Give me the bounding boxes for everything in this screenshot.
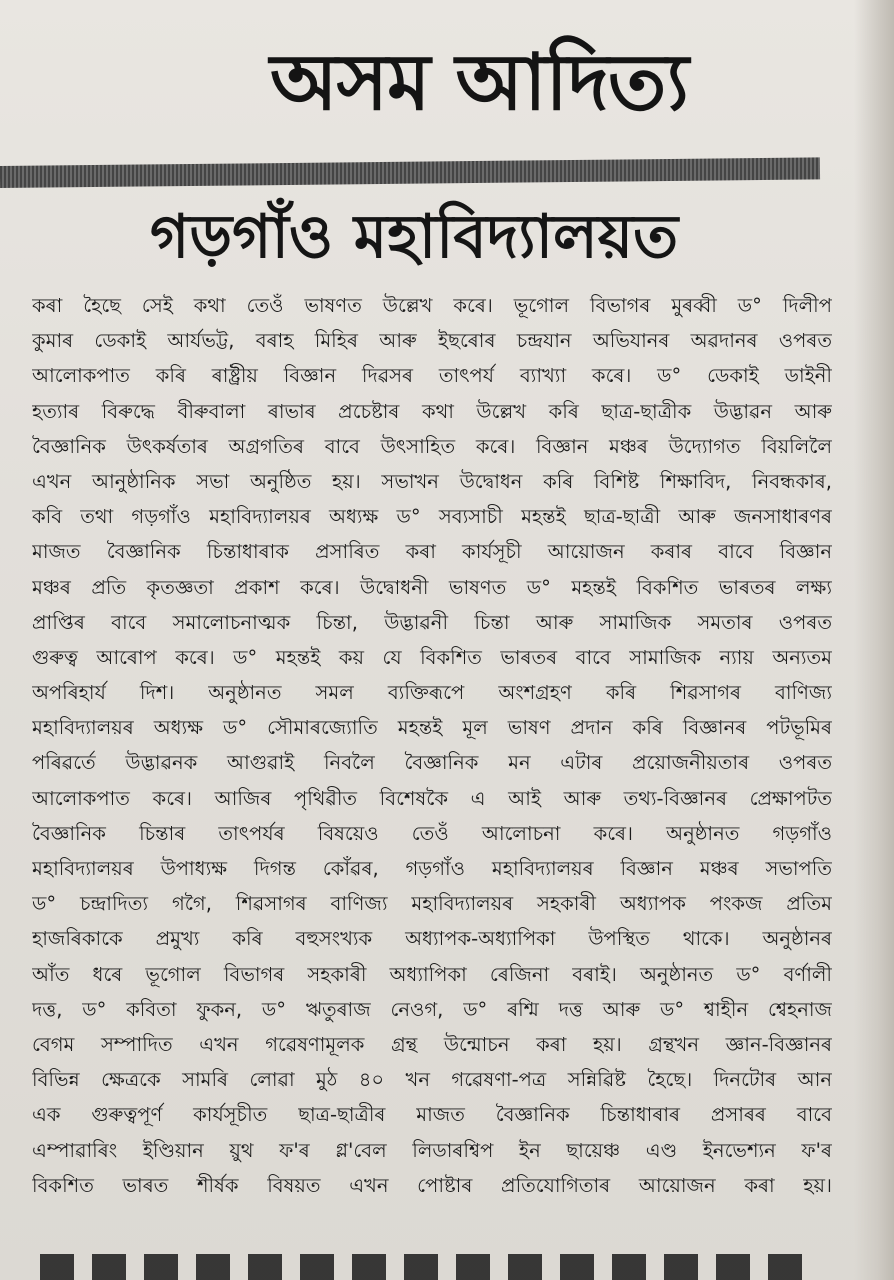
article-line: এখন আনুষ্ঠানিক সভা অনুষ্ঠিত হয়। সভাখন উদ্বোধন কৰি বিশিষ্ট শিক্ষাবিদ, নিবন্ধকাৰ,	[32, 469, 832, 493]
article-line: এক গুৰুত্বপূৰ্ণ কাৰ্যসূচীত ছাত্ৰ-ছাত্ৰীৰ মাজত বৈজ্ঞানিক চিন্তাধাৰাৰ প্ৰসাৰৰ বাবে	[32, 1103, 832, 1127]
article-line: আলোকপাত কৰি ৰাষ্ট্ৰীয় বিজ্ঞান দিৱসৰ তাৎপৰ্য ব্যাখ্যা কৰে। ড° ডেকাই ডাইনী	[32, 364, 832, 388]
article-line: বৈজ্ঞানিক চিন্তাৰ তাৎপৰ্যৰ বিষয়েও তেওঁ আলোচনা কৰে। অনুষ্ঠানত গড়গাঁও	[32, 821, 832, 845]
article-line: মঞ্চৰ প্ৰতি কৃতজ্ঞতা প্ৰকাশ কৰে। উদ্বোধনী ভাষণত ড° মহন্তই বিকশিত ভাৰতৰ লক্ষ্য	[32, 575, 832, 599]
article-line: বেগম সম্পাদিত এখন গৱেষণামূলক গ্ৰন্থ উন্মোচন কৰা হয়। গ্ৰন্থখন জ্ঞান-বিজ্ঞানৰ	[32, 1032, 832, 1056]
cut-off-next-headline	[40, 1254, 820, 1280]
article-body	[32, 288, 832, 1203]
article-line: প্ৰাপ্তিৰ বাবে সমালোচনাত্মক চিন্তা, উদ্ভাৱনী চিন্তা আৰু সামাজিক সমতাৰ ওপৰত	[32, 610, 832, 634]
article-line: অপৰিহাৰ্য দিশ। অনুষ্ঠানত সমল ব্যক্তিৰূপে অংশগ্ৰহণ কৰি শিৱসাগৰ বাণিজ্য	[32, 681, 832, 705]
article-line: দত্ত, ড° কবিতা ফুকন, ড° ঋতুৰাজ নেওগ, ড° ৰশ্মি দত্ত আৰু ড° শ্বাহীন শ্বেহনাজ	[32, 997, 832, 1021]
article-line: বৈজ্ঞানিক উৎকৰ্ষতাৰ অগ্ৰগতিৰ বাবে উৎসাহিত কৰে। বিজ্ঞান মঞ্চৰ উদ্যোগত বিয়লিলৈ	[32, 434, 832, 458]
article-line: মহাবিদ্যালয়ৰ উপাধ্যক্ষ দিগন্ত কোঁৱৰ, গড়গাঁও মহাবিদ্যালয়ৰ বিজ্ঞান মঞ্চৰ সভাপতি	[32, 857, 832, 880]
masthead-rule	[0, 157, 820, 188]
article-line: বিকশিত ভাৰত শীৰ্ষক বিষয়ত এখন পোষ্টাৰ প্ৰতিযোগিতাৰ আয়োজন কৰা হয়।	[32, 1173, 832, 1197]
article-line: বিভিন্ন ক্ষেত্ৰকে সামৰি লোৱা মুঠ ৪০ খন গৱেষণা-পত্ৰ সন্নিৱিষ্ট হৈছে। দিনটোৰ আন	[32, 1068, 832, 1092]
article-line: আঁত ধৰে ভূগোল বিভাগৰ সহকাৰী অধ্যাপিকা ৰেজিনা বৰাই। অনুষ্ঠানত ড° বৰ্ণালী	[32, 962, 832, 986]
article-line: হাজৰিকাকে প্ৰমুখ্য কৰি বহুসংখ্যক অধ্যাপক-অধ্যাপিকা উপস্থিত থাকে। অনুষ্ঠানৰ	[32, 927, 832, 951]
article-line: পৰিৱৰ্তে উদ্ভাৱনক আগুৱাই নিবলৈ বৈজ্ঞানিক মন এটাৰ প্ৰয়োজনীয়তাৰ ওপৰত	[32, 751, 832, 775]
article-line: মাজত বৈজ্ঞানিক চিন্তাধাৰাক প্ৰসাৰিত কৰা কাৰ্যসূচী আয়োজন কৰাৰ বাবে বিজ্ঞান	[32, 540, 832, 564]
article-line: হত্যাৰ বিৰুদ্ধে বীৰুবালা ৰাভাৰ প্ৰচেষ্টাৰ কথা উল্লেখ কৰি ছাত্ৰ-ছাত্ৰীক উদ্ভাৱন আৰু	[32, 399, 832, 423]
article-line: এম্পাৱাৰিং ইণ্ডিয়ান য়ুথ ফ'ৰ গ্ল'বেল লিডাৰশ্বিপ ইন ছায়েঞ্চ এণ্ড ইনভেশ্যন ফ'ৰ	[32, 1138, 832, 1162]
page-edge	[854, 0, 894, 1280]
article-line: ড° চন্দ্ৰাদিত্য গগৈ, শিৱসাগৰ বাণিজ্য মহাবিদ্যালয়ৰ সহকাৰী অধ্যাপক পংকজ প্ৰতিম	[32, 892, 832, 916]
article-line: কুমাৰ ডেকাই আৰ্যভট্ট, বৰাহ মিহিৰ আৰু ইছৰোৰ চন্দ্ৰযান অভিযানৰ অৱদানৰ ওপৰত	[32, 329, 832, 353]
article-line: কবি তথা গড়গাঁও মহাবিদ্যালয়ৰ অধ্যক্ষ ড° সব্যসাচী মহন্তই ছাত্ৰ-ছাত্ৰী আৰু জনসাধাৰণৰ	[32, 505, 832, 529]
article-line: আলোকপাত কৰে। আজিৰ পৃথিৱীত বিশেষকৈ এ আই আৰু তথ্য-বিজ্ঞানৰ প্ৰেক্ষাপটত	[32, 786, 832, 810]
article-line: গুৰুত্ব আৰোপ কৰে। ড° মহন্তই কয় যে বিকশিত ভাৰতৰ বাবে সামাজিক ন্যায় অন্যতম	[32, 645, 832, 669]
article-line: মহাবিদ্যালয়ৰ অধ্যক্ষ ড° সৌমাৰজ্যোতি মহন্তই মূল ভাষণ প্ৰদান কৰি বিজ্ঞানৰ পটভূমিৰ	[32, 716, 832, 740]
newspaper-masthead: অসম আদিত্য	[270, 38, 688, 128]
article-line: কৰা হৈছে সেই কথা তেওঁ ভাষণত উল্লেখ কৰে। ভূগোল বিভাগৰ মুৰব্বী ড° দিলীপ	[32, 294, 832, 317]
article-headline: গড়গাঁও মহাবিদ্যালয়ত	[150, 202, 679, 272]
